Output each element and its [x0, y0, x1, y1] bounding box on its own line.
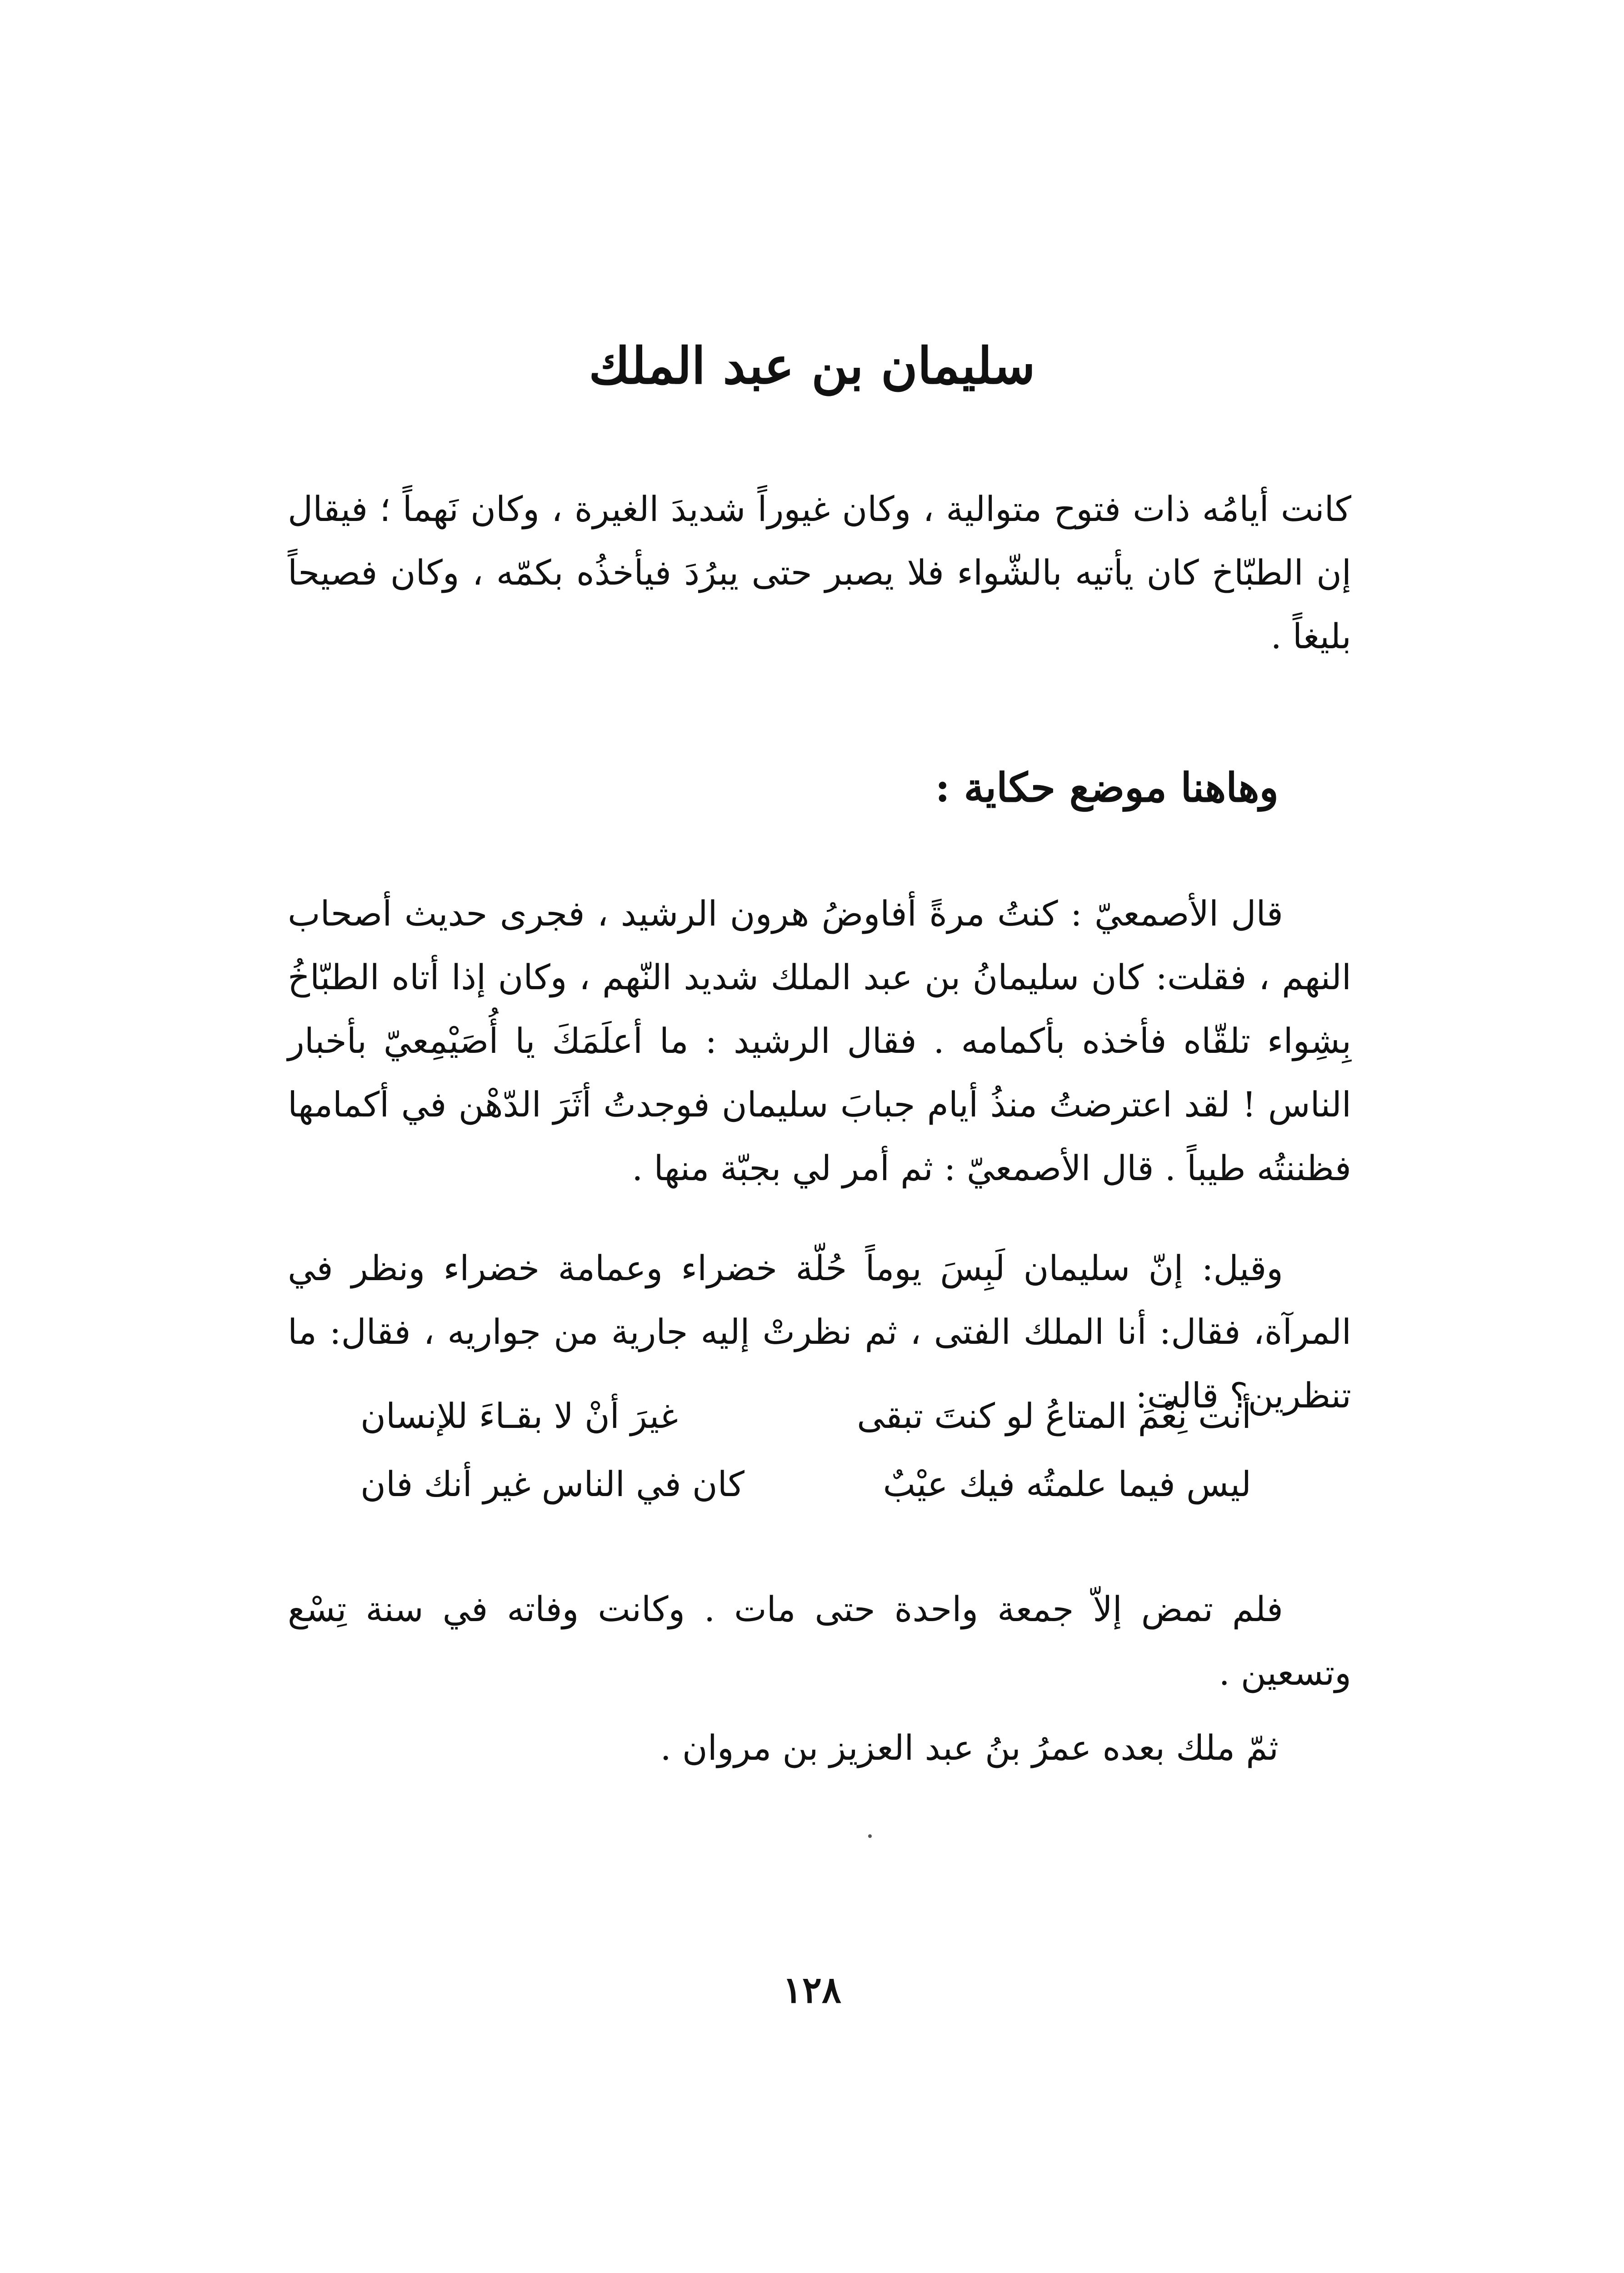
poem	[360, 1382, 1251, 1518]
verse-first-hemistich: أنت نِعْمَ المتاعُ لو كنتَ تبقى	[857, 1396, 1251, 1436]
verse-first-hemistich: ليس فيما علمتُه فيك عيْبٌ	[883, 1464, 1251, 1504]
death-paragraph: فلم تمض إلاّ جمعة واحدة حتى مات . وكانت وفاته في سنة تِسْع وتسعين .	[288, 1589, 1351, 1693]
page-title: سليمان بن عبد الملك	[589, 336, 1035, 395]
verse-second-hemistich: كان في الناس غير أنك فان	[360, 1464, 745, 1504]
story-paragraph: قال الأصمعيّ : كنتُ مرةً أفاوضُ هرون الرشيد ، فجرى حديث أصحاب النهم ، فقلت: كان سليمانُ بن عبد الملك شديد النّهم ، وكان إذا أتاه الطبّاخُ بِشِواء تلقّاه فأخذه بأكمامه . فقال الرشيد : ما أعلَمَكَ يا أُصَيْمِعيّ بأخبار الناس ! لقد اعترضتُ منذُ أيام جبابَ سليمان فوجدتُ أثَرَ الدّهْن في أكمامها فظننتُه طيباً . قال الأصمعيّ : ثم أمر لي بجبّة منها .	[288, 893, 1351, 1188]
poem-verse	[360, 1382, 1251, 1450]
succession-line: ثمّ ملك بعده عمرُ بنُ عبد العزيز بن مروان .	[660, 1727, 1279, 1768]
page-number: ١٢٨	[783, 1968, 841, 2011]
anecdote-paragraph: وقيل: إنّ سليمان لَبِسَ يوماً حُلّة خضراء وعمامة خضراء ونظر في المرآة، فقال: أنا الملك الفتى ، ثم نظرتْ إليه جارية من جواريه ، فقال: ما تنظرين؟ قالت:	[288, 1248, 1351, 1416]
section-heading: وهاهنا موضع حكاية :	[935, 764, 1279, 811]
poem-verse	[360, 1450, 1251, 1518]
print-speck	[868, 1834, 872, 1838]
intro-paragraph: كانت أيامُه ذات فتوح متوالية ، وكان غيوراً شديدَ الغيرة ، وكان نَهماً ؛ فيقال إن الطبّاخ كان يأتيه بالشّواء فلا يصبر حتى يبرُدَ فيأخذُه بكمّه ، وكان فصيحاً بليغاً .	[288, 489, 1351, 656]
verse-second-hemistich: غيرَ أنْ لا بقـاءَ للإنسان	[360, 1396, 678, 1436]
